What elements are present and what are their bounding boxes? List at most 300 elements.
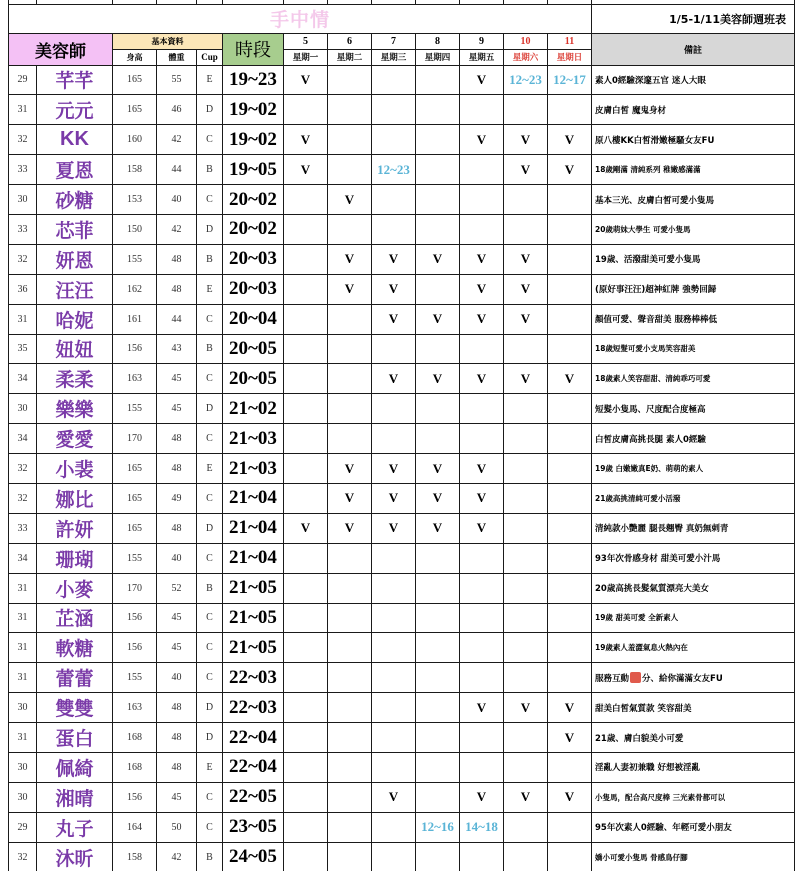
therapist-name: 夏恩 [37,155,113,185]
day-available-mark: V [460,244,504,274]
notes-cell: 淫亂人妻初兼職 好想被淫亂 [592,752,795,782]
day-empty-cell [504,483,548,513]
day-empty-cell [416,274,460,304]
day-available-mark: V [328,454,372,484]
weight-cell: 48 [157,752,197,782]
notes-cell [592,663,795,693]
time-slot-cell: 19~05 [223,155,284,185]
day-available-mark: V [504,693,548,723]
schedule-row [9,513,795,543]
time-slot-cell: 19~02 [223,125,284,155]
day-empty-cell [372,723,416,753]
day-empty-cell [504,185,548,215]
schedule-row [9,454,795,484]
note-text: 分、給你滿滿女友FU [642,673,723,684]
day-empty-cell [548,603,592,633]
time-slot-cell: 22~04 [223,752,284,782]
time-slot-cell: 22~05 [223,782,284,812]
height-cell: 168 [113,723,157,753]
day-available-mark: V [460,304,504,334]
notes-cell: 20歲高挑長髮氣質漂亮大美女 [592,573,795,603]
day-empty-cell [504,513,548,543]
weight-cell: 44 [157,304,197,334]
red-stamp-icon [630,672,641,683]
day-empty-cell [372,65,416,95]
day-empty-cell [504,723,548,753]
brand-title [9,4,592,33]
header-row-1 [9,33,795,49]
day-empty-cell [548,543,592,573]
day-empty-cell [328,723,372,753]
day-available-mark: V [504,304,548,334]
day-empty-cell [504,633,548,663]
schedule-row [9,543,795,573]
weight-cell: 50 [157,812,197,842]
day-empty-cell [460,95,504,125]
height-cell: 165 [113,65,157,95]
day-available-mark: V [548,723,592,753]
age-cell: 31 [9,95,37,125]
day-empty-cell [460,573,504,603]
day-empty-cell [372,95,416,125]
cup-cell: B [197,334,223,364]
therapist-name: 娜比 [37,483,113,513]
time-slot-cell: 21~05 [223,633,284,663]
height-cell: 156 [113,334,157,364]
therapist-name: 哈妮 [37,304,113,334]
weight-cell: 48 [157,693,197,723]
weight-cell: 44 [157,155,197,185]
height-cell: 163 [113,364,157,394]
day-empty-cell [460,723,504,753]
day-empty-cell [416,95,460,125]
day-empty-cell [284,364,328,394]
day-available-mark: V [416,513,460,543]
therapist-name: 珊瑚 [37,543,113,573]
day-available-mark: V [416,364,460,394]
notes-cell: 短髮小隻馬、尺度配合度極高 [592,394,795,424]
day-empty-cell [416,603,460,633]
day-empty-cell [504,394,548,424]
day-name-header: 星期三 [372,49,416,65]
day-empty-cell [372,693,416,723]
day-available-mark: V [328,513,372,543]
day-empty-cell [548,573,592,603]
day-empty-cell [416,663,460,693]
weight-cell: 48 [157,723,197,753]
day-empty-cell [460,752,504,782]
day-empty-cell [284,633,328,663]
weight-cell: 40 [157,185,197,215]
day-empty-cell [328,394,372,424]
time-slot-cell: 22~03 [223,693,284,723]
time-slot-cell: 21~04 [223,543,284,573]
cup-cell: C [197,185,223,215]
day-available-mark: V [372,274,416,304]
time-slot-cell: 21~04 [223,483,284,513]
day-empty-cell [284,185,328,215]
day-empty-cell [328,752,372,782]
notes-cell: 清純款小艷麗 腿長翹臀 真奶無刺青 [592,513,795,543]
day-empty-cell [460,334,504,364]
weight-cell: 48 [157,274,197,304]
day-empty-cell [284,483,328,513]
day-time-range: 12~16 [416,812,460,842]
day-available-mark: V [328,483,372,513]
therapist-name: KK [37,125,113,155]
day-available-mark: V [460,693,504,723]
therapist-name: 佩綺 [37,752,113,782]
day-available-mark: V [548,155,592,185]
height-cell: 170 [113,424,157,454]
notes-cell: 20歲萌妹大學生 可愛小隻馬 [592,214,795,244]
day-empty-cell [416,125,460,155]
day-empty-cell [460,633,504,663]
age-cell: 30 [9,752,37,782]
day-empty-cell [284,95,328,125]
weight-cell: 42 [157,125,197,155]
cup-cell: E [197,65,223,95]
day-empty-cell [504,214,548,244]
day-empty-cell [460,424,504,454]
cup-cell: D [197,723,223,753]
day-empty-cell [416,543,460,573]
day-time-range: 12~23 [372,155,416,185]
day-empty-cell [548,95,592,125]
day-empty-cell [372,334,416,364]
notes-cell: 白皙皮膚高挑長腿 素人0經驗 [592,424,795,454]
day-empty-cell [284,842,328,871]
weight-cell: 43 [157,334,197,364]
age-cell: 33 [9,513,37,543]
day-empty-cell [548,274,592,304]
height-header: 身高 [113,49,157,65]
notes-cell: 18歲短髮可愛小支馬笑容甜美 [592,334,795,364]
time-slot-cell: 21~03 [223,424,284,454]
cup-cell: C [197,483,223,513]
weight-cell: 46 [157,95,197,125]
age-cell: 31 [9,723,37,753]
time-slot-cell: 20~02 [223,214,284,244]
time-slot-cell: 22~04 [223,723,284,753]
day-empty-cell [328,424,372,454]
therapist-name: 蛋白 [37,723,113,753]
cup-cell: D [197,95,223,125]
notes-header: 備註 [592,33,795,65]
day-empty-cell [548,842,592,871]
day-empty-cell [284,573,328,603]
therapist-name: 汪汪 [37,274,113,304]
schedule-row [9,125,795,155]
therapist-name: 柔柔 [37,364,113,394]
day-empty-cell [328,65,372,95]
notes-cell: 93年次骨感身材 甜美可愛小汁馬 [592,543,795,573]
schedule-row [9,782,795,812]
day-empty-cell [460,394,504,424]
day-available-mark: V [504,782,548,812]
day-available-mark: V [504,244,548,274]
day-empty-cell [504,334,548,364]
day-available-mark: V [284,125,328,155]
day-empty-cell [328,364,372,394]
day-empty-cell [284,244,328,274]
time-slot-cell: 20~04 [223,304,284,334]
day-empty-cell [328,842,372,871]
therapist-name: 湘晴 [37,782,113,812]
schedule-row [9,95,795,125]
day-empty-cell [416,424,460,454]
cup-cell: D [197,693,223,723]
height-cell: 165 [113,513,157,543]
day-empty-cell [548,752,592,782]
day-available-mark: V [372,782,416,812]
height-cell: 156 [113,633,157,663]
day-empty-cell [284,424,328,454]
weight-cell: 55 [157,65,197,95]
title-row [9,4,795,33]
notes-cell: 甜美白皙氣質款 笑容甜美 [592,693,795,723]
cup-cell: C [197,812,223,842]
therapist-name: 砂糖 [37,185,113,215]
weight-cell: 48 [157,454,197,484]
age-cell: 32 [9,454,37,484]
time-slot-cell: 21~03 [223,454,284,484]
day-name-header: 星期四 [416,49,460,65]
day-available-mark: V [460,513,504,543]
day-empty-cell [284,693,328,723]
day-empty-cell [548,454,592,484]
therapist-header: 美容師 [9,33,113,65]
notes-cell: (原好事汪汪)超神紅牌 強勢回歸 [592,274,795,304]
cup-cell: B [197,155,223,185]
time-slot-cell: 20~02 [223,185,284,215]
day-empty-cell [284,782,328,812]
day-available-mark: V [284,155,328,185]
schedule-row [9,65,795,95]
time-slot-cell: 20~03 [223,274,284,304]
day-empty-cell [328,155,372,185]
day-available-mark: V [416,304,460,334]
note-text: 服務互動 [595,673,630,684]
cup-cell: B [197,842,223,871]
day-available-mark: V [460,125,504,155]
weight-cell: 52 [157,573,197,603]
notes-cell: 顏值可愛、聲音甜美 服務棒棒低 [592,304,795,334]
cup-cell: C [197,304,223,334]
cup-cell: C [197,782,223,812]
day-empty-cell [416,394,460,424]
therapist-name: 妍恩 [37,244,113,274]
day-empty-cell [548,334,592,364]
time-slot-cell: 23~05 [223,812,284,842]
day-empty-cell [328,693,372,723]
day-available-mark: V [284,513,328,543]
age-cell: 31 [9,573,37,603]
day-available-mark: V [372,364,416,394]
notes-cell: 18歲素人笑容甜甜、清純乖巧可愛 [592,364,795,394]
day-num-header: 8 [416,33,460,49]
day-empty-cell [372,842,416,871]
time-slot-cell: 21~05 [223,603,284,633]
height-cell: 155 [113,244,157,274]
day-empty-cell [416,185,460,215]
day-num-header: 5 [284,33,328,49]
height-cell: 161 [113,304,157,334]
schedule-row [9,185,795,215]
day-empty-cell [372,185,416,215]
therapist-name: 芷涵 [37,603,113,633]
age-cell: 32 [9,125,37,155]
therapist-name: 軟糖 [37,633,113,663]
time-slot-cell: 21~02 [223,394,284,424]
time-slot-header: 時段 [223,33,284,65]
height-cell: 163 [113,693,157,723]
day-available-mark: V [328,244,372,274]
height-cell: 160 [113,125,157,155]
day-empty-cell [504,543,548,573]
day-empty-cell [416,633,460,663]
day-available-mark: V [504,155,548,185]
day-empty-cell [284,274,328,304]
day-empty-cell [504,573,548,603]
day-empty-cell [328,334,372,364]
age-cell: 33 [9,155,37,185]
day-empty-cell [284,304,328,334]
schedule-row [9,842,795,871]
notes-cell: 21歲、膚白貌美小可愛 [592,723,795,753]
schedule-row [9,483,795,513]
cup-cell: E [197,752,223,782]
schedule-table [8,0,795,871]
age-cell: 31 [9,603,37,633]
day-empty-cell [504,424,548,454]
day-num-header: 9 [460,33,504,49]
time-slot-cell: 19~02 [223,95,284,125]
schedule-row [9,573,795,603]
notes-cell: 原八樓KK白皙滑嫩極騷女友FU [592,125,795,155]
height-cell: 170 [113,573,157,603]
time-slot-cell: 22~03 [223,663,284,693]
day-empty-cell [328,603,372,633]
day-empty-cell [372,394,416,424]
weekly-schedule-sheet [8,0,794,871]
day-empty-cell [416,723,460,753]
day-empty-cell [460,155,504,185]
day-empty-cell [372,812,416,842]
day-empty-cell [548,513,592,543]
cup-cell: C [197,603,223,633]
schedule-row [9,812,795,842]
day-name-header: 星期二 [328,49,372,65]
height-cell: 155 [113,543,157,573]
day-empty-cell [548,244,592,274]
day-empty-cell [284,752,328,782]
day-available-mark: V [328,185,372,215]
weight-cell: 40 [157,543,197,573]
day-num-header: 10 [504,33,548,49]
height-cell: 165 [113,95,157,125]
notes-cell: 小隻馬，配合高尺度棒 三光素骨都可以 [592,782,795,812]
schedule-row [9,274,795,304]
day-empty-cell [416,334,460,364]
therapist-name: 芯菲 [37,214,113,244]
height-cell: 155 [113,394,157,424]
age-cell: 32 [9,483,37,513]
day-empty-cell [372,214,416,244]
cup-cell: C [197,424,223,454]
therapist-name: 小麥 [37,573,113,603]
day-empty-cell [284,723,328,753]
height-cell: 162 [113,274,157,304]
day-available-mark: V [504,274,548,304]
day-name-header: 星期六 [504,49,548,65]
day-empty-cell [328,125,372,155]
age-cell: 34 [9,543,37,573]
therapist-name: 芊芊 [37,65,113,95]
day-empty-cell [284,603,328,633]
day-available-mark: V [416,483,460,513]
day-empty-cell [372,125,416,155]
time-slot-cell: 20~05 [223,334,284,364]
cup-header: Cup [197,49,223,65]
day-available-mark: V [548,125,592,155]
cup-cell: C [197,543,223,573]
day-num-header: 7 [372,33,416,49]
age-cell: 29 [9,812,37,842]
day-empty-cell [328,633,372,663]
schedule-row [9,424,795,454]
time-slot-cell: 21~04 [223,513,284,543]
day-empty-cell [504,812,548,842]
day-available-mark: V [328,274,372,304]
time-slot-cell: 21~05 [223,573,284,603]
day-empty-cell [372,752,416,782]
day-name-header: 星期五 [460,49,504,65]
schedule-row [9,214,795,244]
day-empty-cell [372,543,416,573]
therapist-name: 元元 [37,95,113,125]
weight-cell: 42 [157,842,197,871]
therapist-name: 丸子 [37,812,113,842]
weight-cell: 48 [157,513,197,543]
day-available-mark: V [548,364,592,394]
weight-header: 體重 [157,49,197,65]
height-cell: 158 [113,842,157,871]
day-empty-cell [460,214,504,244]
height-cell: 168 [113,752,157,782]
weight-cell: 49 [157,483,197,513]
height-cell: 156 [113,782,157,812]
day-time-range: 14~18 [460,812,504,842]
schedule-row [9,155,795,185]
therapist-name: 愛愛 [37,424,113,454]
day-empty-cell [460,185,504,215]
cup-cell: E [197,274,223,304]
day-available-mark: V [460,454,504,484]
notes-cell: 素人0經驗深邃五官 迷人大眼 [592,65,795,95]
day-empty-cell [372,633,416,663]
day-available-mark: V [372,454,416,484]
weight-cell: 45 [157,364,197,394]
day-name-header: 星期日 [548,49,592,65]
day-empty-cell [548,663,592,693]
day-empty-cell [328,95,372,125]
time-slot-cell: 20~05 [223,364,284,394]
day-empty-cell [416,214,460,244]
notes-cell: 19歲素人羞澀氣息火熱內在 [592,633,795,663]
age-cell: 35 [9,334,37,364]
schedule-row [9,603,795,633]
